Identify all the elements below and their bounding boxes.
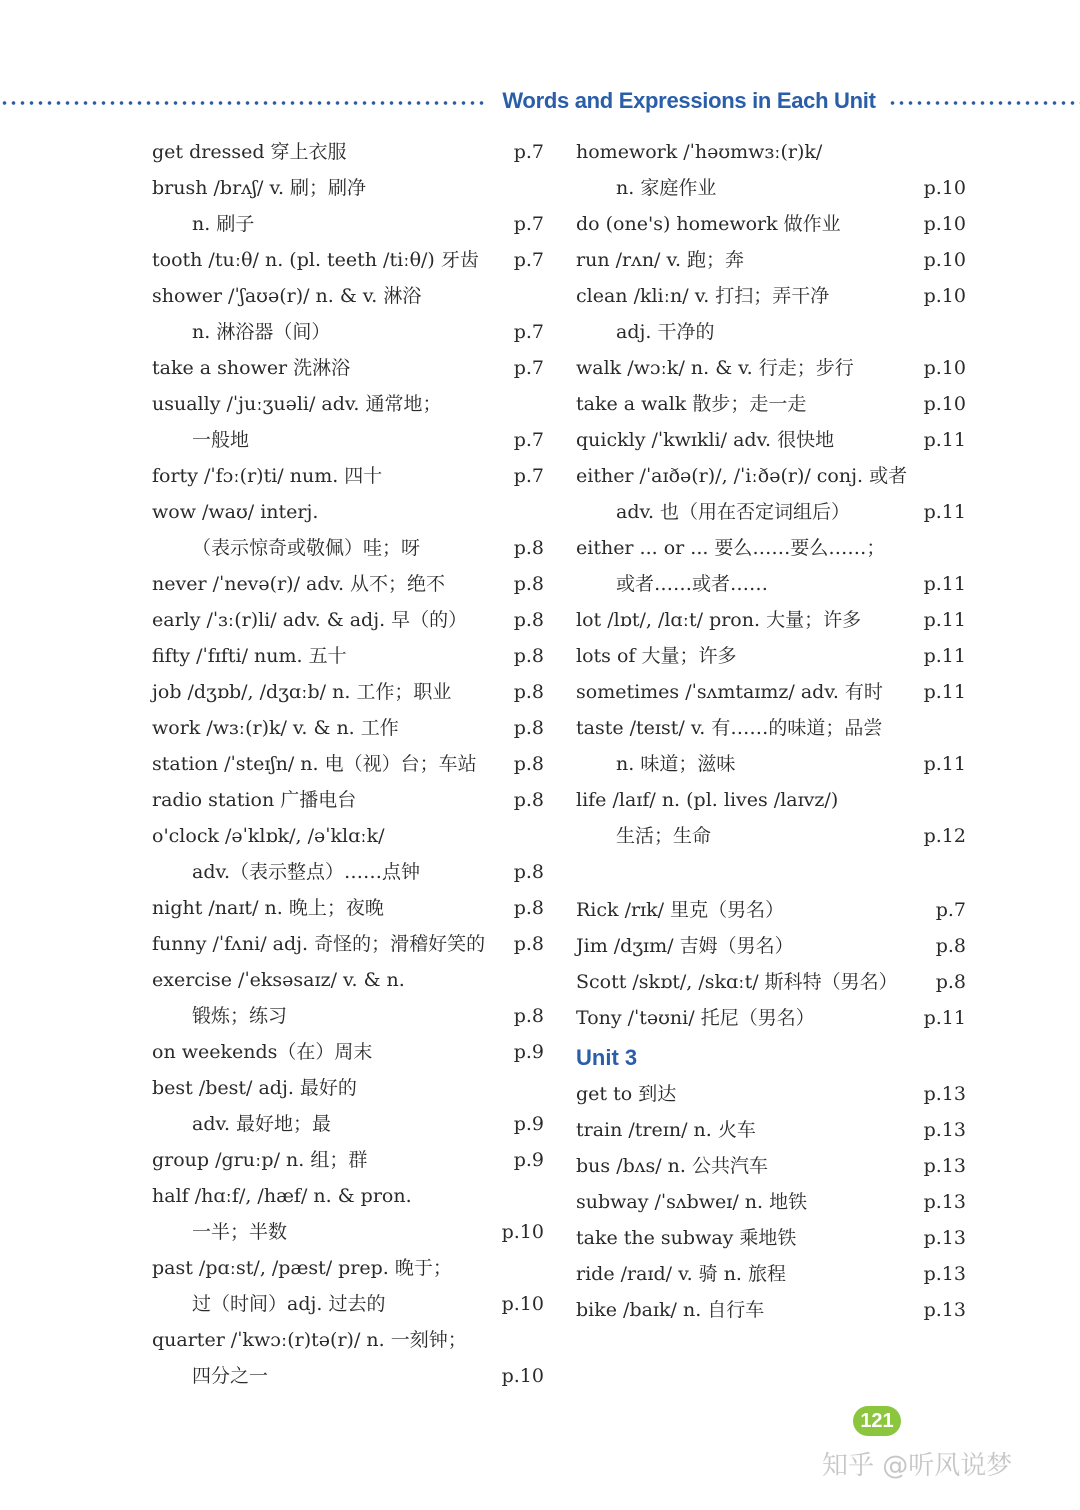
vocab-entry [152, 386, 544, 422]
vocab-entry [576, 1000, 966, 1036]
entry-text: bike /baɪk/ n. 自行车 [576, 1299, 765, 1321]
entry-page-ref: p.13 [923, 1227, 966, 1249]
section-title: Words and Expressions in Each Unit [502, 88, 876, 113]
dotted-rule-right [888, 100, 1080, 106]
entry-text: run /rʌn/ v. 跑；奔 [576, 249, 745, 271]
entry-text: fifty /ˈfɪfti/ num. 五十 [152, 645, 347, 667]
vocab-entry [152, 962, 544, 998]
vocab-entry [576, 1112, 966, 1148]
entry-text: take a walk 散步；走一走 [576, 393, 807, 415]
vocab-entry [152, 746, 544, 782]
entry-text: Rick /rɪk/ 里克（男名） [576, 899, 785, 921]
entry-text: n. 淋浴器（间） [192, 321, 331, 343]
vocab-entry [152, 674, 544, 710]
vocab-entry [576, 892, 966, 928]
entry-text: o'clock /əˈklɒk/, /əˈklɑːk/ [152, 825, 385, 847]
entry-text: do (one's) homework 做作业 [576, 213, 841, 235]
right-column [576, 134, 966, 1328]
unit-heading: Unit 3 [576, 1045, 638, 1070]
entry-page-ref: p.8 [513, 753, 544, 775]
entry-page-ref: p.8 [513, 933, 544, 955]
entry-text: radio station 广播电台 [152, 789, 357, 811]
section-gap [576, 854, 966, 892]
entry-text: life /laɪf/ n. (pl. lives /laɪvz/) [576, 789, 839, 811]
entry-page-ref: p.9 [513, 1113, 544, 1135]
entry-text: n. 刷子 [192, 213, 255, 235]
entry-text: early /ˈɜː(r)li/ adv. & adj. 早（的） [152, 609, 468, 631]
entry-text: night /naɪt/ n. 晚上；夜晚 [152, 897, 384, 919]
vocab-entry [576, 782, 966, 818]
vocab-entry [576, 530, 966, 566]
entry-text: funny /ˈfʌni/ adj. 奇怪的；滑稽好笑的 [152, 933, 486, 955]
entry-page-ref: p.8 [513, 897, 544, 919]
entry-text: brush /brʌʃ/ v. 刷；刷净 [152, 177, 367, 199]
entry-text: walk /wɔːk/ n. & v. 行走；步行 [576, 357, 854, 379]
entry-page-ref: p.7 [513, 321, 544, 343]
entry-page-ref: p.9 [513, 1149, 544, 1171]
entry-text: lots of 大量；许多 [576, 645, 737, 667]
entry-page-ref: p.13 [923, 1155, 966, 1177]
vocab-entry [152, 926, 544, 962]
vocab-entry [152, 206, 544, 242]
entry-text: adv. 也（用在否定词组后） [616, 501, 851, 523]
entry-page-ref: p.12 [923, 825, 966, 847]
vocab-entry [152, 422, 544, 458]
word-list-unit3 [576, 1076, 966, 1328]
vocab-entry [576, 1256, 966, 1292]
entry-text: taste /teɪst/ v. 有……的味道；品尝 [576, 717, 883, 739]
entry-page-ref: p.10 [501, 1293, 544, 1315]
vocab-entry [576, 170, 966, 206]
entry-page-ref: p.10 [923, 393, 966, 415]
vocab-entry [152, 1178, 544, 1214]
vocab-entry [152, 602, 544, 638]
entry-page-ref: p.10 [923, 249, 966, 271]
entry-page-ref: p.13 [923, 1263, 966, 1285]
vocab-entry [576, 1220, 966, 1256]
vocab-entry [152, 1250, 544, 1286]
vocab-entry [152, 710, 544, 746]
vocab-entry [152, 1214, 544, 1250]
entry-text: bus /bʌs/ n. 公共汽车 [576, 1155, 768, 1177]
entry-text: train /treɪn/ n. 火车 [576, 1119, 756, 1141]
entry-text: station /ˈsteɪʃn/ n. 电（视）台；车站 [152, 753, 477, 775]
vocab-entry [576, 458, 966, 494]
entry-text: 四分之一 [192, 1365, 269, 1387]
entry-page-ref: p.7 [935, 899, 966, 921]
left-column [152, 134, 544, 1394]
entry-text: sometimes /ˈsʌmtaɪmz/ adv. 有时 [576, 681, 883, 703]
entry-text: past /pɑːst/, /pæst/ prep. 晚于； [152, 1257, 452, 1279]
vocab-entry [576, 1076, 966, 1112]
entry-text: shower /ˈʃaʊə(r)/ n. & v. 淋浴 [152, 285, 422, 307]
entry-text: （表示惊奇或敬佩）哇；呀 [192, 537, 421, 559]
entry-page-ref: p.10 [501, 1365, 544, 1387]
entry-page-ref: p.11 [923, 573, 966, 595]
entry-text: n. 家庭作业 [616, 177, 717, 199]
vocab-entry [152, 818, 544, 854]
entry-page-ref: p.10 [501, 1221, 544, 1243]
entry-text: either /ˈaɪðə(r)/, /ˈiːðə(r)/ conj. 或者 [576, 465, 908, 487]
page-number-badge: 121 [853, 1406, 901, 1436]
entry-text: quarter /ˈkwɔː(r)tə(r)/ n. 一刻钟； [152, 1329, 467, 1351]
vocab-entry [576, 1184, 966, 1220]
entry-page-ref: p.8 [513, 609, 544, 631]
entry-text: tooth /tuːθ/ n. (pl. teeth /tiːθ/) 牙齿 [152, 249, 479, 271]
vocab-entry [152, 170, 544, 206]
vocab-entry [576, 494, 966, 530]
vocab-entry [576, 746, 966, 782]
entry-page-ref: p.8 [513, 1005, 544, 1027]
entry-page-ref: p.10 [923, 357, 966, 379]
entry-page-ref: p.9 [513, 1041, 544, 1063]
entry-page-ref: p.11 [923, 609, 966, 631]
dotted-rule-left [0, 100, 488, 106]
entry-text: subway /ˈsʌbweɪ/ n. 地铁 [576, 1191, 808, 1213]
vocab-entry [576, 134, 966, 170]
entry-page-ref: p.7 [513, 213, 544, 235]
section-header [0, 88, 1080, 120]
entry-page-ref: p.8 [513, 789, 544, 811]
entry-page-ref: p.13 [923, 1083, 966, 1105]
entry-text: wow /waʊ/ interj. [152, 501, 319, 523]
entry-page-ref: p.8 [935, 971, 966, 993]
entry-page-ref: p.11 [923, 753, 966, 775]
entry-page-ref: p.8 [513, 537, 544, 559]
entry-text: 锻炼；练习 [192, 1005, 288, 1027]
entry-text: adv.（表示整点）……点钟 [192, 861, 421, 883]
vocab-entry [576, 422, 966, 458]
entry-text: adv. 最好地；最 [192, 1113, 332, 1135]
entry-text: either ... or ... 要么……要么……； [576, 537, 886, 559]
entry-text: n. 味道；滋味 [616, 753, 736, 775]
vocab-entry [152, 1034, 544, 1070]
entry-page-ref: p.7 [513, 429, 544, 451]
entry-text: usually /ˈjuːʒuəli/ adv. 通常地； [152, 393, 442, 415]
entry-text: adj. 干净的 [616, 321, 715, 343]
vocab-entry [576, 242, 966, 278]
entry-text: Jim /dʒɪm/ 吉姆（男名） [576, 935, 794, 957]
entry-page-ref: p.11 [923, 501, 966, 523]
entry-page-ref: p.13 [923, 1119, 966, 1141]
entry-text: clean /kliːn/ v. 打扫；弄干净 [576, 285, 830, 307]
entry-text: homework /ˈhəʊmwɜː(r)k/ [576, 141, 823, 163]
vocab-entry [152, 854, 544, 890]
entry-page-ref: p.8 [513, 573, 544, 595]
vocab-entry [152, 242, 544, 278]
entry-page-ref: p.11 [923, 645, 966, 667]
vocab-entry [152, 998, 544, 1034]
word-list-unit2 [576, 134, 966, 854]
vocab-entry [576, 350, 966, 386]
entry-text: 过（时间）adj. 过去的 [192, 1293, 386, 1315]
vocab-entry [576, 818, 966, 854]
entry-page-ref: p.11 [923, 1007, 966, 1029]
vocab-entry [576, 710, 966, 746]
entry-page-ref: p.10 [923, 213, 966, 235]
entry-page-ref: p.7 [513, 249, 544, 271]
vocab-entry [576, 206, 966, 242]
vocab-entry [152, 278, 544, 314]
entry-page-ref: p.10 [923, 285, 966, 307]
entry-text: Scott /skɒt/, /skɑːt/ 斯科特（男名） [576, 971, 898, 993]
vocab-entry [576, 638, 966, 674]
entry-text: get dressed 穿上衣服 [152, 141, 347, 163]
entry-text: work /wɜː(r)k/ v. & n. 工作 [152, 717, 399, 739]
entry-text: lot /lɒt/, /lɑːt/ pron. 大量；许多 [576, 609, 862, 631]
entry-page-ref: p.10 [923, 177, 966, 199]
entry-text: quickly /ˈkwɪkli/ adv. 很快地 [576, 429, 835, 451]
entry-page-ref: p.7 [513, 465, 544, 487]
vocab-entry [576, 1148, 966, 1184]
entry-page-ref: p.8 [935, 935, 966, 957]
entry-text: job /dʒɒb/, /dʒɑːb/ n. 工作；职业 [152, 681, 452, 703]
entry-text: group /gruːp/ n. 组；群 [152, 1149, 368, 1171]
entry-text: never /ˈnevə(r)/ adv. 从不；绝不 [152, 573, 446, 595]
entry-text: forty /ˈfɔː(r)ti/ num. 四十 [152, 465, 383, 487]
entry-page-ref: p.7 [513, 141, 544, 163]
entry-text: 或者……或者…… [616, 573, 769, 595]
watermark: 知乎 @听风说梦 [822, 1451, 1013, 1481]
entry-text: 生活；生命 [616, 825, 712, 847]
vocab-entry [152, 314, 544, 350]
vocab-entry [576, 386, 966, 422]
vocab-entry [152, 1322, 544, 1358]
vocab-entry [152, 458, 544, 494]
entry-text: ride /raɪd/ v. 骑 n. 旅程 [576, 1263, 787, 1285]
vocab-entry [152, 530, 544, 566]
vocab-entry [576, 314, 966, 350]
vocab-entry [152, 350, 544, 386]
vocab-entry [152, 566, 544, 602]
entry-text: take a shower 洗淋浴 [152, 357, 351, 379]
vocab-entry [152, 134, 544, 170]
entry-text: half /hɑːf/, /hæf/ n. & pron. [152, 1185, 412, 1207]
entry-page-ref: p.11 [923, 681, 966, 703]
vocab-entry [152, 890, 544, 926]
vocab-entry [152, 494, 544, 530]
vocab-entry [152, 1070, 544, 1106]
entry-text: Tony /ˈtəʊni/ 托尼（男名） [576, 1007, 815, 1029]
vocab-entry [576, 928, 966, 964]
entry-page-ref: p.8 [513, 681, 544, 703]
vocab-entry [576, 1292, 966, 1328]
vocab-entry [576, 278, 966, 314]
entry-text: take the subway 乘地铁 [576, 1227, 797, 1249]
vocab-entry [576, 964, 966, 1000]
entry-text: 一半；半数 [192, 1221, 288, 1243]
vocab-entry [576, 674, 966, 710]
vocab-entry [576, 566, 966, 602]
entry-page-ref: p.11 [923, 429, 966, 451]
vocab-entry [576, 602, 966, 638]
entry-page-ref: p.13 [923, 1299, 966, 1321]
vocab-entry [152, 1358, 544, 1394]
vocab-entry [152, 782, 544, 818]
entry-page-ref: p.8 [513, 861, 544, 883]
entry-text: best /best/ adj. 最好的 [152, 1077, 357, 1099]
entry-text: 一般地 [192, 429, 250, 451]
vocab-entry [152, 1142, 544, 1178]
entry-text: exercise /ˈeksəsaɪz/ v. & n. [152, 969, 405, 991]
entry-text: get to 到达 [576, 1083, 677, 1105]
entry-text: on weekends（在）周末 [152, 1041, 373, 1063]
entry-page-ref: p.8 [513, 717, 544, 739]
entry-page-ref: p.7 [513, 357, 544, 379]
vocab-entry [152, 638, 544, 674]
name-list [576, 892, 966, 1036]
vocab-entry [152, 1286, 544, 1322]
entry-page-ref: p.8 [513, 645, 544, 667]
entry-page-ref: p.13 [923, 1191, 966, 1213]
vocab-entry [152, 1106, 544, 1142]
